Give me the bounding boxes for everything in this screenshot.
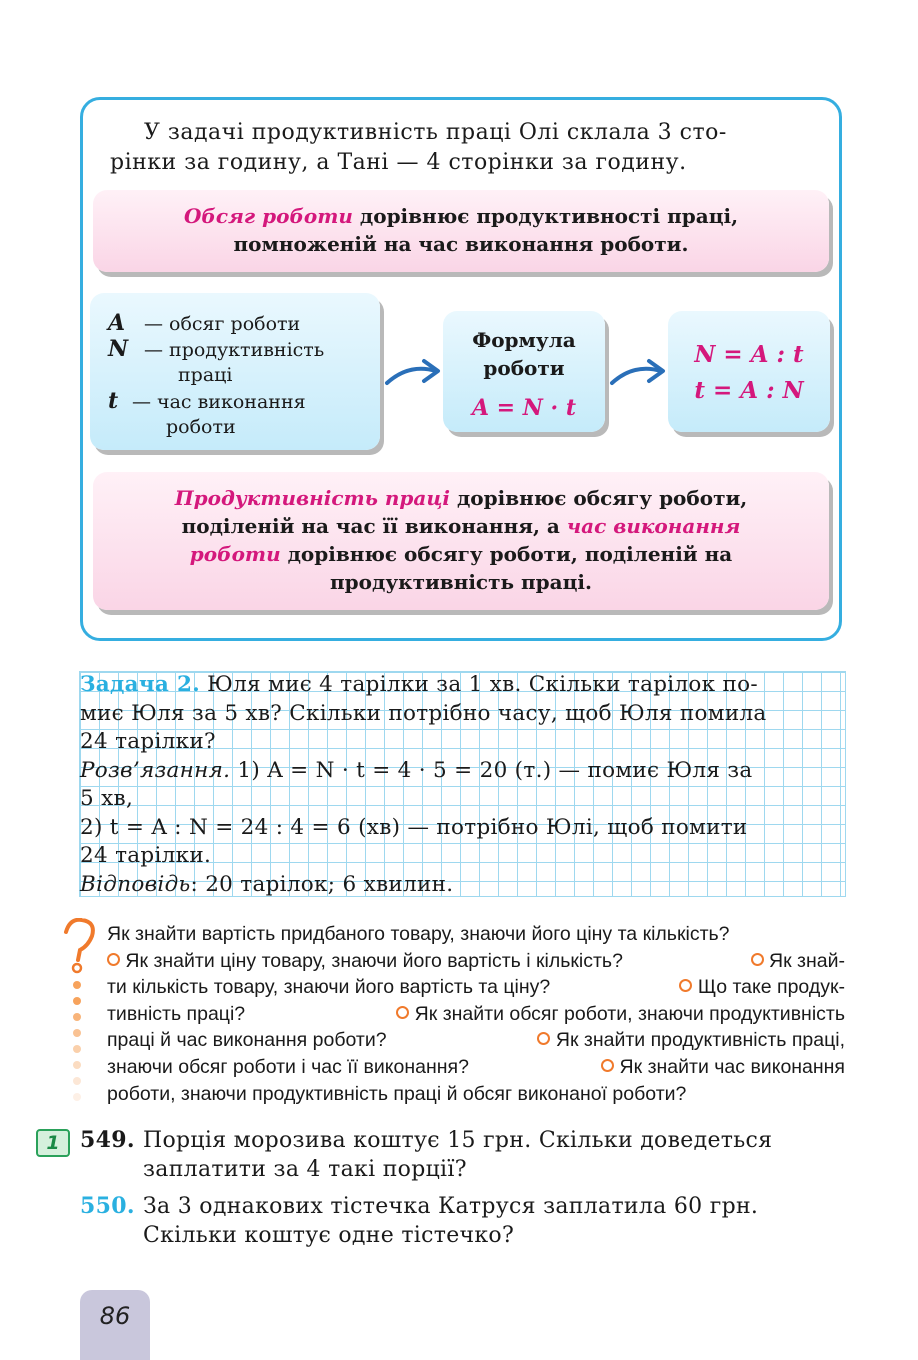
task-2: Задача 2. Юля миє 4 тарілки за 1 хв. Скільки тарілок по- миє Юля за 5 хв? Скільки потрібно часу, щоб Юля помила 24 тарілки? Розв’язання. 1) A = N · t = 4 · 5 = 20 (т.) — помиє Юля за 5 хв, 2) t = A : N = 24 : 4 = 6 (хв) — потрібно Юлі, щоб помити 24 тарілки. Відповідь: 20 тарілок; 6 хвилин.: [80, 672, 767, 897]
formula-time: t = A : N: [694, 377, 804, 404]
bullet-icon: [679, 979, 692, 992]
arrow-right-icon: [609, 355, 669, 389]
exercise-549: 549. Порція морозива коштує 15 грн. Скільки доведеться заплатити за 4 такі порції?: [80, 1127, 773, 1182]
rule-term: Обсяг роботи: [183, 204, 353, 228]
bullet-icon: [537, 1032, 550, 1045]
page-number: 86: [80, 1290, 150, 1360]
exercise-550: 550. За 3 однакових тістечка Катруся заплатила 60 грн. Скільки коштує одне тістечко?: [80, 1193, 759, 1248]
bullet-icon: [751, 953, 764, 966]
review-questions: Як знайти вартість придбаного товару, знаючи його ціну та кількість? Як знайти ціну товару, знаючи його вартість і кількість? Як знай- ти кількість товару, знаючи його вартість та ціну? Що таке продук- тивність праці? Як знайти обсяг роботи, знаючи продуктивність праці й час виконання роботи? Як знайти продуктивність праці, знаючи обсяг роботи і час її виконання? Як знайти час виконання роботи, знаючи продуктивність праці й обсяг виконаної роботи?: [107, 923, 845, 1105]
bullet-icon: [396, 1006, 409, 1019]
rule-work-volume: Обсяг роботи дорівнює продуктивності праці, помноженій на час виконання роботи.: [93, 190, 829, 272]
question-mark-icon: [60, 918, 100, 1108]
legend-box: A — обсяг роботи N — продуктивність праці t — час виконання роботи: [90, 293, 380, 450]
intro-line-1: У задачі продуктивність праці Олі склала 3 сто-: [144, 120, 727, 145]
rule-productivity-time: Продуктивність праці дорівнює обсягу роботи, поділеній на час її виконання, а час виконання роботи дорівнює обсягу роботи, поділеній на продуктивність праці.: [93, 472, 829, 610]
difficulty-badge-icon: 1: [36, 1129, 70, 1157]
work-formula-box: Формула роботи A = N · t: [443, 311, 605, 432]
task-label: Задача 2.: [80, 672, 200, 697]
formula-equation: A = N · t: [471, 395, 577, 421]
bullet-icon: [107, 953, 120, 966]
intro-paragraph: [110, 118, 818, 178]
intro-line-2: рінки за годину, а Тані — 4 сторінки за годину.: [110, 150, 687, 175]
arrow-right-icon: [384, 355, 444, 389]
bullet-icon: [601, 1059, 614, 1072]
formula-productivity: N = A : t: [694, 341, 804, 368]
derived-formulas-box: [668, 311, 830, 432]
